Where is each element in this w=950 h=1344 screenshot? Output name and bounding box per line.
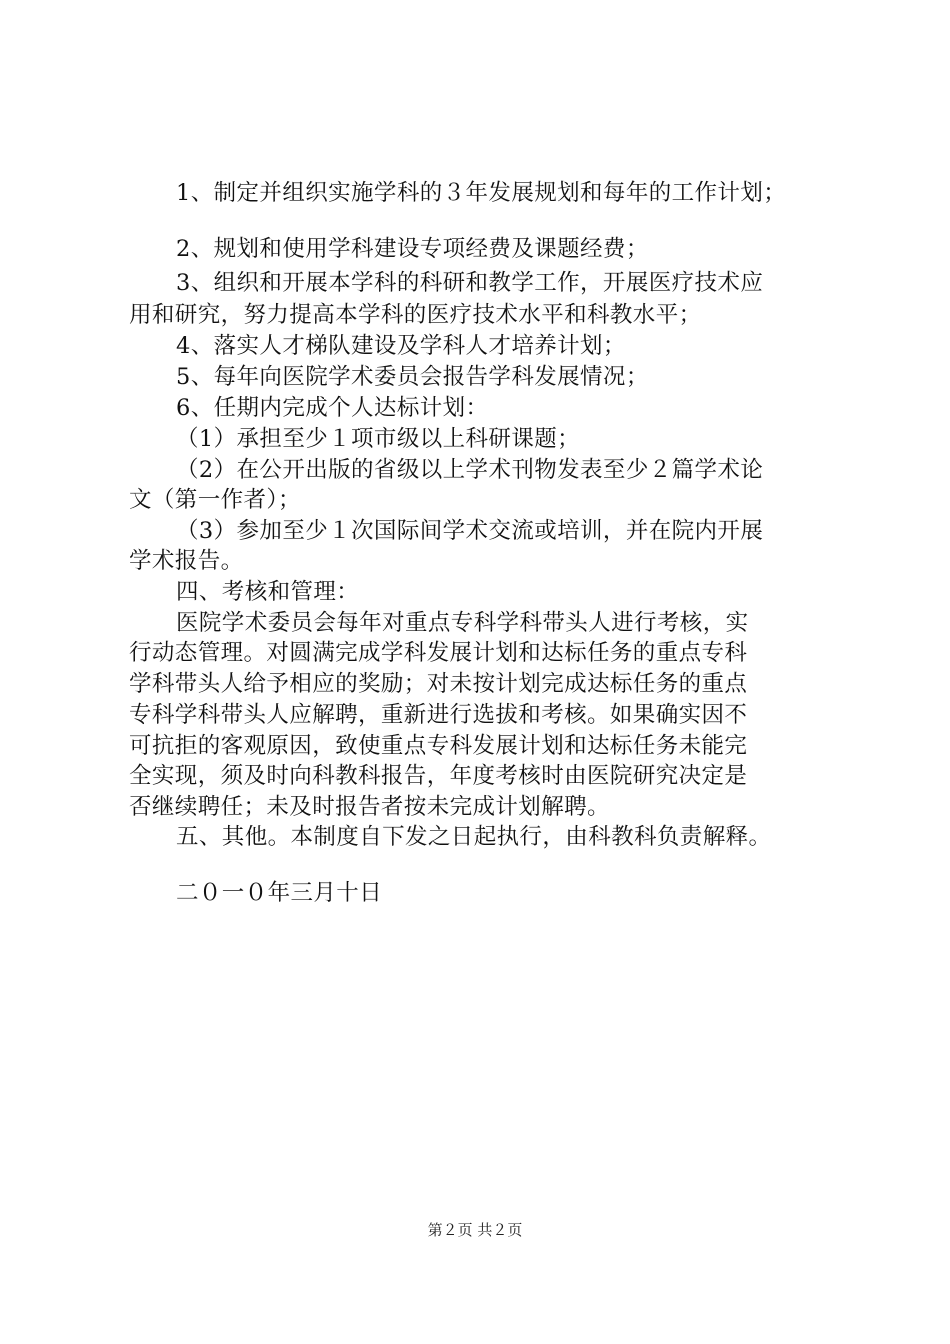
doc-line: 用和研究，努力提高本学科的医疗技术水平和科教水平；: [129, 302, 702, 328]
doc-line: 全实现，须及时向科教科报告，年度考核时由医院研究决定是: [129, 763, 748, 789]
doc-line: （3）参加至少１次国际间学术交流或培训，并在院内开展: [176, 518, 764, 544]
doc-line: 可抗拒的客观原因，致使重点专科发展计划和达标任务未能完: [129, 733, 748, 759]
doc-line: 五、其他。本制度自下发之日起执行，由科教科负责解释。: [176, 824, 772, 850]
doc-line: 文（第一作者）；: [129, 487, 301, 513]
doc-line: 专科学科带头人应解聘，重新进行选拔和考核。如果确实因不: [129, 702, 748, 728]
doc-line: 否继续聘任；未及时报告者按未完成计划解聘。: [129, 794, 610, 820]
doc-line: 1、制定并组织实施学科的３年发展规划和每年的工作计划；: [176, 180, 787, 206]
doc-line: 医院学术委员会每年对重点专科学科带头人进行考核，实: [176, 610, 749, 636]
doc-date: 二０一０年三月十日: [176, 880, 383, 906]
doc-line: 4、落实人才梯队建设及学科人才培养计划；: [176, 333, 626, 359]
doc-line: 5、每年向医院学术委员会报告学科发展情况；: [176, 364, 649, 390]
doc-line: 行动态管理。对圆满完成学科发展计划和达标任务的重点专科: [129, 640, 748, 666]
page-footer: 第２页 共２页: [427, 1221, 523, 1239]
doc-line: 3、组织和开展本学科的科研和教学工作，开展医疗技术应: [176, 270, 764, 296]
doc-line: （1）承担至少１项市级以上科研课题；: [176, 426, 581, 452]
doc-line: 学术报告。: [129, 548, 244, 574]
doc-line: （2）在公开出版的省级以上学术刊物发表至少２篇学术论: [176, 457, 764, 483]
doc-line: 四、考核和管理：: [176, 579, 360, 605]
doc-line: 学科带头人给予相应的奖励；对未按计划完成达标任务的重点: [129, 671, 748, 697]
doc-line: 2、规划和使用学科建设专项经费及课题经费；: [176, 236, 649, 262]
doc-line: 6、任期内完成个人达标计划：: [176, 395, 489, 421]
